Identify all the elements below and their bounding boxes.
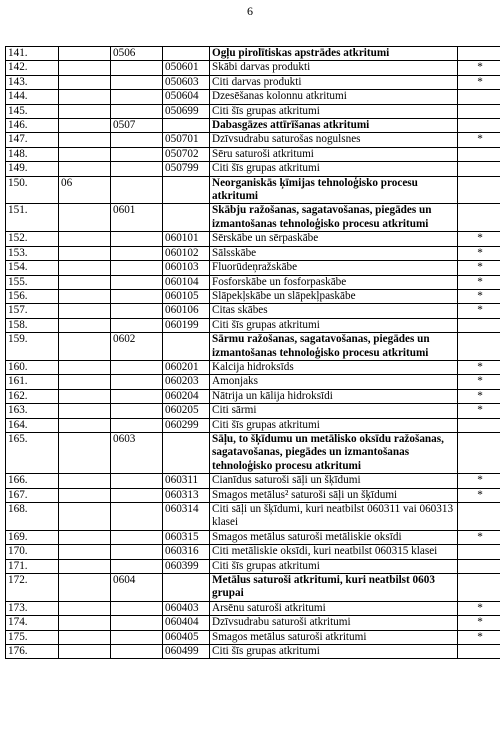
table-row xyxy=(6,389,500,403)
subchapter-code-cell xyxy=(111,645,163,659)
subchapter-code-cell xyxy=(111,246,163,260)
chapter-code-cell xyxy=(59,147,111,161)
row-number-cell: 156. xyxy=(6,289,59,303)
chapter-code-cell: 06 xyxy=(59,176,111,204)
table-row xyxy=(6,404,500,418)
waste-code-cell: 050604 xyxy=(163,90,210,104)
subchapter-code-cell xyxy=(111,545,163,559)
waste-code-cell: 060204 xyxy=(163,389,210,403)
subchapter-code-cell xyxy=(111,162,163,176)
table-row xyxy=(6,261,500,275)
subchapter-code-cell xyxy=(111,61,163,75)
waste-code-cell: 060199 xyxy=(163,318,210,332)
waste-code-cell: 060499 xyxy=(163,645,210,659)
table-row xyxy=(6,275,500,289)
table-row xyxy=(6,289,500,303)
waste-code-cell: 060104 xyxy=(163,275,210,289)
waste-code-cell: 060313 xyxy=(163,488,210,502)
waste-name-cell: Citi šīs grupas atkritumi xyxy=(210,418,458,432)
waste-name-cell: Smagos metālus² saturoši sāļi un šķīdumi xyxy=(210,488,458,502)
waste-code-cell: 060311 xyxy=(163,474,210,488)
subchapter-code-cell xyxy=(111,176,163,204)
hazard-mark-cell xyxy=(458,545,500,559)
subchapter-code-cell: 0602 xyxy=(111,333,163,361)
subchapter-code-cell xyxy=(111,418,163,432)
table-row xyxy=(6,503,500,531)
chapter-code-cell xyxy=(59,204,111,232)
waste-code-cell xyxy=(163,574,210,602)
subchapter-code-cell xyxy=(111,304,163,318)
subchapter-code-cell xyxy=(111,75,163,89)
row-number-cell: 147. xyxy=(6,133,59,147)
waste-code-cell xyxy=(163,119,210,133)
waste-name-cell: Sālsskābe xyxy=(210,246,458,260)
table-row xyxy=(6,418,500,432)
subchapter-code-cell xyxy=(111,474,163,488)
waste-name-cell: Skābi darvas produkti xyxy=(210,61,458,75)
waste-name-cell: Citi sārmi xyxy=(210,404,458,418)
waste-name-cell: Dzīvsudrabu saturošas nogulsnes xyxy=(210,133,458,147)
table-row xyxy=(6,176,500,204)
waste-code-cell: 050701 xyxy=(163,133,210,147)
row-number-cell: 143. xyxy=(6,75,59,89)
hazard-mark-cell: * xyxy=(458,360,500,374)
table-row xyxy=(6,432,500,473)
table-row xyxy=(6,204,500,232)
subchapter-code-cell xyxy=(111,104,163,118)
waste-name-cell: Citi darvas produkti xyxy=(210,75,458,89)
waste-code-cell: 060405 xyxy=(163,630,210,644)
hazard-mark-cell xyxy=(458,318,500,332)
waste-code-cell: 060316 xyxy=(163,545,210,559)
hazard-mark-cell xyxy=(458,432,500,473)
hazard-mark-cell xyxy=(458,162,500,176)
chapter-code-cell xyxy=(59,389,111,403)
hazard-mark-cell: * xyxy=(458,375,500,389)
hazard-mark-cell xyxy=(458,645,500,659)
chapter-code-cell xyxy=(59,360,111,374)
row-number-cell: 141. xyxy=(6,47,59,61)
row-number-cell: 164. xyxy=(6,418,59,432)
waste-code-cell xyxy=(163,47,210,61)
chapter-code-cell xyxy=(59,601,111,615)
subchapter-code-cell xyxy=(111,133,163,147)
table-row xyxy=(6,133,500,147)
row-number-cell: 152. xyxy=(6,232,59,246)
waste-name-cell: Citi šīs grupas atkritumi xyxy=(210,645,458,659)
waste-code-cell: 060102 xyxy=(163,246,210,260)
row-number-cell: 166. xyxy=(6,474,59,488)
table-row xyxy=(6,488,500,502)
table-row xyxy=(6,61,500,75)
waste-code-cell: 060314 xyxy=(163,503,210,531)
chapter-code-cell xyxy=(59,246,111,260)
subchapter-code-cell: 0604 xyxy=(111,574,163,602)
chapter-code-cell xyxy=(59,474,111,488)
row-number-cell: 163. xyxy=(6,404,59,418)
hazard-mark-cell: * xyxy=(458,75,500,89)
hazard-mark-cell: * xyxy=(458,616,500,630)
chapter-code-cell xyxy=(59,133,111,147)
hazard-mark-cell xyxy=(458,119,500,133)
table-row xyxy=(6,318,500,332)
waste-name-cell: Citi sāļi un šķīdumi, kuri neatbilst 060311 vai 060313 klasei xyxy=(210,503,458,531)
waste-name-cell: Skābju ražošanas, sagatavošanas, piegādes un izmantošanas tehnoloģisko procesu atkritumi xyxy=(210,204,458,232)
waste-code-cell: 060315 xyxy=(163,530,210,544)
row-number-cell: 173. xyxy=(6,601,59,615)
hazard-mark-cell: * xyxy=(458,630,500,644)
subchapter-code-cell xyxy=(111,503,163,531)
hazard-mark-cell: * xyxy=(458,530,500,544)
row-number-cell: 165. xyxy=(6,432,59,473)
waste-name-cell: Neorganiskās ķīmijas tehnoloģisko procesu atkritumi xyxy=(210,176,458,204)
table-row xyxy=(6,545,500,559)
waste-name-cell: Citi šīs grupas atkritumi xyxy=(210,104,458,118)
chapter-code-cell xyxy=(59,289,111,303)
row-number-cell: 142. xyxy=(6,61,59,75)
waste-name-cell: Fluorūdeņražskābe xyxy=(210,261,458,275)
waste-name-cell: Sērskābe un sērpaskābe xyxy=(210,232,458,246)
subchapter-code-cell: 0603 xyxy=(111,432,163,473)
row-number-cell: 176. xyxy=(6,645,59,659)
hazard-mark-cell xyxy=(458,418,500,432)
waste-name-cell: Sēru saturoši atkritumi xyxy=(210,147,458,161)
hazard-mark-cell: * xyxy=(458,232,500,246)
waste-name-cell: Smagos metālus saturoši metāliskie oksīdi xyxy=(210,530,458,544)
waste-code-cell: 060103 xyxy=(163,261,210,275)
hazard-mark-cell: * xyxy=(458,304,500,318)
waste-name-cell: Sārmu ražošanas, sagatavošanas, piegādes un izmantošanas tehnoloģisko procesu atkritumi xyxy=(210,333,458,361)
subchapter-code-cell xyxy=(111,261,163,275)
subchapter-code-cell xyxy=(111,318,163,332)
waste-code-cell: 060201 xyxy=(163,360,210,374)
waste-code-cell xyxy=(163,333,210,361)
subchapter-code-cell xyxy=(111,404,163,418)
waste-code-cell: 060105 xyxy=(163,289,210,303)
waste-code-cell: 060404 xyxy=(163,616,210,630)
row-number-cell: 168. xyxy=(6,503,59,531)
hazard-mark-cell xyxy=(458,503,500,531)
table-row xyxy=(6,147,500,161)
row-number-cell: 159. xyxy=(6,333,59,361)
chapter-code-cell xyxy=(59,375,111,389)
hazard-mark-cell xyxy=(458,47,500,61)
row-number-cell: 155. xyxy=(6,275,59,289)
row-number-cell: 145. xyxy=(6,104,59,118)
row-number-cell: 151. xyxy=(6,204,59,232)
subchapter-code-cell xyxy=(111,90,163,104)
waste-name-cell: Dzīvsudrabu saturoši atkritumi xyxy=(210,616,458,630)
table-row xyxy=(6,75,500,89)
hazard-mark-cell xyxy=(458,104,500,118)
chapter-code-cell xyxy=(59,104,111,118)
table-row xyxy=(6,47,500,61)
waste-code-cell: 060403 xyxy=(163,601,210,615)
waste-name-cell: Nātrija un kālija hidroksīdi xyxy=(210,389,458,403)
page-number: 6 xyxy=(247,4,253,18)
subchapter-code-cell xyxy=(111,630,163,644)
row-number-cell: 146. xyxy=(6,119,59,133)
waste-name-cell: Fosforskābe un fosforpaskābe xyxy=(210,275,458,289)
waste-name-cell: Sāļu, to šķīdumu un metālisko oksīdu ražošanas, sagatavošanas, piegādes un izmantošanas tehnoloģisko procesu atkritumi xyxy=(210,432,458,473)
hazard-mark-cell: * xyxy=(458,61,500,75)
chapter-code-cell xyxy=(59,545,111,559)
chapter-code-cell xyxy=(59,503,111,531)
row-number-cell: 149. xyxy=(6,162,59,176)
hazard-mark-cell: * xyxy=(458,275,500,289)
chapter-code-cell xyxy=(59,304,111,318)
chapter-code-cell xyxy=(59,90,111,104)
waste-code-cell: 060203 xyxy=(163,375,210,389)
row-number-cell: 157. xyxy=(6,304,59,318)
row-number-cell: 174. xyxy=(6,616,59,630)
subchapter-code-cell xyxy=(111,147,163,161)
table-row xyxy=(6,360,500,374)
table-row xyxy=(6,574,500,602)
chapter-code-cell xyxy=(59,432,111,473)
subchapter-code-cell xyxy=(111,559,163,573)
table-row xyxy=(6,474,500,488)
table-row xyxy=(6,119,500,133)
table-row xyxy=(6,304,500,318)
chapter-code-cell xyxy=(59,559,111,573)
waste-code-cell: 050799 xyxy=(163,162,210,176)
row-number-cell: 167. xyxy=(6,488,59,502)
waste-code-cell: 060106 xyxy=(163,304,210,318)
table-row xyxy=(6,530,500,544)
chapter-code-cell xyxy=(59,616,111,630)
chapter-code-cell xyxy=(59,530,111,544)
subchapter-code-cell: 0601 xyxy=(111,204,163,232)
subchapter-code-cell xyxy=(111,530,163,544)
chapter-code-cell xyxy=(59,333,111,361)
chapter-code-cell xyxy=(59,119,111,133)
subchapter-code-cell xyxy=(111,289,163,303)
chapter-code-cell xyxy=(59,162,111,176)
row-number-cell: 169. xyxy=(6,530,59,544)
hazard-mark-cell xyxy=(458,176,500,204)
waste-name-cell: Metālus saturoši atkritumi, kuri neatbilst 0603 grupai xyxy=(210,574,458,602)
table-row xyxy=(6,90,500,104)
hazard-mark-cell xyxy=(458,333,500,361)
subchapter-code-cell xyxy=(111,232,163,246)
waste-code-cell xyxy=(163,432,210,473)
table-row xyxy=(6,104,500,118)
row-number-cell: 161. xyxy=(6,375,59,389)
table-row xyxy=(6,375,500,389)
row-number-cell: 175. xyxy=(6,630,59,644)
table-row xyxy=(6,162,500,176)
waste-code-cell: 050702 xyxy=(163,147,210,161)
hazard-mark-cell: * xyxy=(458,289,500,303)
hazard-mark-cell xyxy=(458,147,500,161)
chapter-code-cell xyxy=(59,47,111,61)
table-row xyxy=(6,246,500,260)
chapter-code-cell xyxy=(59,488,111,502)
subchapter-code-cell xyxy=(111,389,163,403)
table-row xyxy=(6,630,500,644)
row-number-cell: 150. xyxy=(6,176,59,204)
table-row xyxy=(6,601,500,615)
subchapter-code-cell xyxy=(111,601,163,615)
waste-name-cell: Cianīdus saturoši sāļi un šķīdumi xyxy=(210,474,458,488)
hazard-mark-cell: * xyxy=(458,261,500,275)
hazard-mark-cell: * xyxy=(458,601,500,615)
waste-name-cell: Smagos metālus saturoši atkritumi xyxy=(210,630,458,644)
waste-code-cell xyxy=(163,176,210,204)
chapter-code-cell xyxy=(59,574,111,602)
row-number-cell: 148. xyxy=(6,147,59,161)
waste-code-cell: 050603 xyxy=(163,75,210,89)
waste-name-cell: Citi metāliskie oksīdi, kuri neatbilst 060315 klasei xyxy=(210,545,458,559)
chapter-code-cell xyxy=(59,75,111,89)
subchapter-code-cell xyxy=(111,275,163,289)
table-row xyxy=(6,232,500,246)
chapter-code-cell xyxy=(59,61,111,75)
hazard-mark-cell xyxy=(458,90,500,104)
row-number-cell: 172. xyxy=(6,574,59,602)
waste-classification-table xyxy=(5,46,500,659)
chapter-code-cell xyxy=(59,645,111,659)
subchapter-code-cell xyxy=(111,616,163,630)
waste-code-cell: 060299 xyxy=(163,418,210,432)
chapter-code-cell xyxy=(59,418,111,432)
waste-name-cell: Citas skābes xyxy=(210,304,458,318)
row-number-cell: 154. xyxy=(6,261,59,275)
row-number-cell: 160. xyxy=(6,360,59,374)
table-row xyxy=(6,616,500,630)
waste-name-cell: Slāpekļskābe un slāpekļpaskābe xyxy=(210,289,458,303)
hazard-mark-cell xyxy=(458,204,500,232)
waste-name-cell: Citi šīs grupas atkritumi xyxy=(210,162,458,176)
waste-name-cell: Kalcija hidroksīds xyxy=(210,360,458,374)
subchapter-code-cell xyxy=(111,488,163,502)
waste-name-cell: Citi šīs grupas atkritumi xyxy=(210,318,458,332)
waste-table-body xyxy=(6,47,500,659)
table-row xyxy=(6,333,500,361)
waste-code-cell xyxy=(163,204,210,232)
hazard-mark-cell xyxy=(458,574,500,602)
row-number-cell: 170. xyxy=(6,545,59,559)
chapter-code-cell xyxy=(59,630,111,644)
waste-name-cell: Arsēnu saturoši atkritumi xyxy=(210,601,458,615)
waste-name-cell: Citi šīs grupas atkritumi xyxy=(210,559,458,573)
row-number-cell: 144. xyxy=(6,90,59,104)
hazard-mark-cell: * xyxy=(458,133,500,147)
chapter-code-cell xyxy=(59,404,111,418)
subchapter-code-cell xyxy=(111,375,163,389)
subchapter-code-cell xyxy=(111,360,163,374)
chapter-code-cell xyxy=(59,261,111,275)
waste-name-cell: Dzesēšanas kolonnu atkritumi xyxy=(210,90,458,104)
waste-code-cell: 050601 xyxy=(163,61,210,75)
waste-code-cell: 060101 xyxy=(163,232,210,246)
hazard-mark-cell: * xyxy=(458,488,500,502)
waste-code-cell: 060205 xyxy=(163,404,210,418)
chapter-code-cell xyxy=(59,275,111,289)
hazard-mark-cell xyxy=(458,559,500,573)
table-row xyxy=(6,559,500,573)
table-row xyxy=(6,645,500,659)
waste-name-cell: Amonjaks xyxy=(210,375,458,389)
subchapter-code-cell: 0507 xyxy=(111,119,163,133)
hazard-mark-cell: * xyxy=(458,474,500,488)
waste-name-cell: Dabasgāzes attīrīšanas atkritumi xyxy=(210,119,458,133)
row-number-cell: 171. xyxy=(6,559,59,573)
row-number-cell: 153. xyxy=(6,246,59,260)
hazard-mark-cell: * xyxy=(458,389,500,403)
waste-code-cell: 050699 xyxy=(163,104,210,118)
hazard-mark-cell: * xyxy=(458,246,500,260)
waste-code-cell: 060399 xyxy=(163,559,210,573)
row-number-cell: 162. xyxy=(6,389,59,403)
chapter-code-cell xyxy=(59,232,111,246)
chapter-code-cell xyxy=(59,318,111,332)
waste-name-cell: Ogļu pirolītiskas apstrādes atkritumi xyxy=(210,47,458,61)
subchapter-code-cell: 0506 xyxy=(111,47,163,61)
row-number-cell: 158. xyxy=(6,318,59,332)
hazard-mark-cell: * xyxy=(458,404,500,418)
